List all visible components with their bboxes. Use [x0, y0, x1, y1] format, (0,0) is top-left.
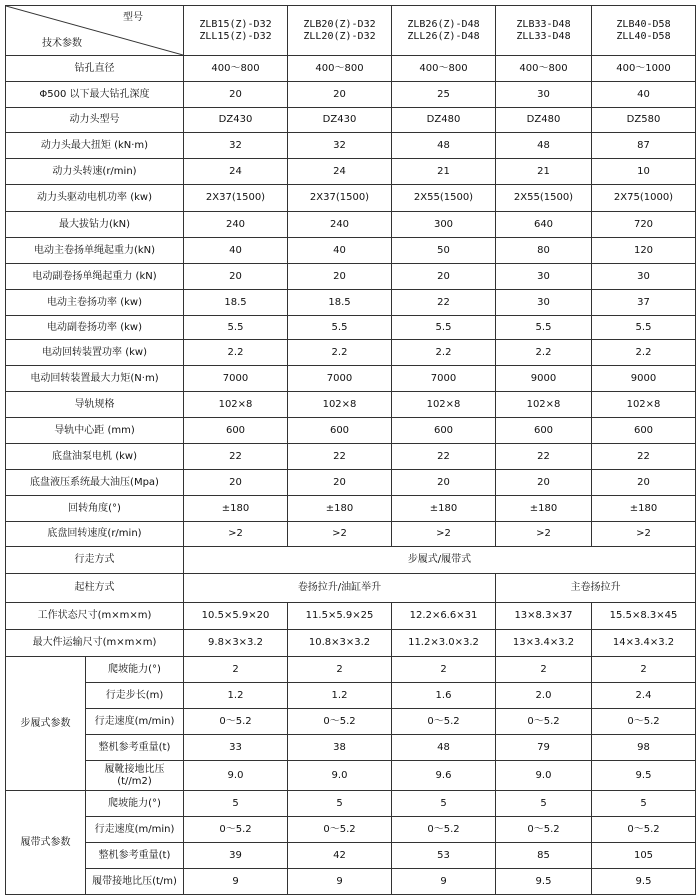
param-value: ±180	[184, 496, 288, 522]
group-param-value: 0～5.2	[184, 817, 288, 843]
param-row	[6, 522, 696, 547]
param-value: 5.5	[592, 316, 696, 340]
param-label: 动力头转速(r/min)	[6, 159, 184, 185]
param-value: 22	[392, 290, 496, 316]
param-value: 102×8	[184, 392, 288, 418]
param-value: >2	[184, 522, 288, 547]
group-param-value: 9.5	[496, 869, 592, 895]
dimension-value: 14×3.4×3.2	[592, 630, 696, 657]
param-value: ±180	[496, 496, 592, 522]
group-param-label: 爬坡能力(°)	[86, 657, 184, 683]
group-param-value: 5	[392, 791, 496, 817]
group-param-value: 85	[496, 843, 592, 869]
travel-mode-value: 步履式/履带式	[184, 547, 696, 574]
lifting-mode-value: 主卷扬拉升	[496, 574, 696, 603]
dimension-value: 12.2×6.6×31	[392, 603, 496, 630]
param-value: 22	[592, 444, 696, 470]
param-value: 240	[288, 212, 392, 238]
model-header-cell	[184, 6, 288, 56]
dimension-row	[6, 630, 696, 657]
param-value: DZ430	[288, 108, 392, 133]
param-value: >2	[496, 522, 592, 547]
group-row	[6, 761, 696, 791]
param-label: Φ500 以下最大钻孔深度	[6, 82, 184, 108]
group-param-label: 行走步长(m)	[86, 683, 184, 709]
param-value: 20	[392, 470, 496, 496]
param-value: 2X37(1500)	[184, 185, 288, 212]
param-value: ±180	[592, 496, 696, 522]
dimension-value: 11.5×5.9×25	[288, 603, 392, 630]
group-param-value: 38	[288, 735, 392, 761]
group-param-value: 39	[184, 843, 288, 869]
lifting-mode-label: 起柱方式	[6, 574, 184, 603]
param-value: 24	[288, 159, 392, 185]
group-param-label: 行走速度(m/min)	[86, 817, 184, 843]
param-value: 102×8	[496, 392, 592, 418]
group-param-value: 2	[592, 657, 696, 683]
param-value: 640	[496, 212, 592, 238]
param-value: 5.5	[392, 316, 496, 340]
param-value: 21	[392, 159, 496, 185]
model-name: ZLL15(Z)-D32	[199, 30, 272, 42]
param-value: 20	[392, 264, 496, 290]
param-value: 30	[496, 264, 592, 290]
param-row	[6, 340, 696, 366]
group-param-value: 0～5.2	[288, 709, 392, 735]
param-value: 5.5	[288, 316, 392, 340]
param-value: 400～800	[496, 56, 592, 82]
param-value: 20	[496, 470, 592, 496]
param-value: 400～800	[184, 56, 288, 82]
param-value: DZ480	[392, 108, 496, 133]
param-value: >2	[592, 522, 696, 547]
param-value: 21	[496, 159, 592, 185]
param-value: 7000	[184, 366, 288, 392]
group-label: 履带式参数	[6, 791, 86, 895]
param-row	[6, 238, 696, 264]
param-row	[6, 290, 696, 316]
diagonal-divider	[6, 6, 183, 55]
param-value: 50	[392, 238, 496, 264]
param-value: 30	[592, 264, 696, 290]
model-header-cell	[592, 6, 696, 56]
group-param-value: 2	[392, 657, 496, 683]
dimension-value: 15.5×8.3×45	[592, 603, 696, 630]
param-label: 钻孔直径	[6, 56, 184, 82]
param-row	[6, 212, 696, 238]
param-value: 9000	[496, 366, 592, 392]
group-param-value: 2	[496, 657, 592, 683]
param-value: 400～800	[392, 56, 496, 82]
model-name: ZLB15(Z)-D32	[199, 19, 272, 30]
param-row	[6, 444, 696, 470]
param-value: 600	[496, 418, 592, 444]
param-value: 720	[592, 212, 696, 238]
group-param-value: 2.0	[496, 683, 592, 709]
param-row	[6, 185, 696, 212]
param-value: ±180	[288, 496, 392, 522]
param-row	[6, 159, 696, 185]
param-row	[6, 56, 696, 82]
group-row	[6, 817, 696, 843]
group-param-label: 行走速度(m/min)	[86, 709, 184, 735]
param-value: 600	[288, 418, 392, 444]
param-value: 22	[496, 444, 592, 470]
model-name: ZLL26(Z)-D48	[407, 30, 480, 42]
group-param-label: 整机参考重量(t)	[86, 735, 184, 761]
lifting-mode-row	[6, 574, 696, 603]
param-value: 32	[184, 133, 288, 159]
param-label: 电动主卷扬单绳起重力(kN)	[6, 238, 184, 264]
param-value: 2.2	[392, 340, 496, 366]
param-value: 102×8	[392, 392, 496, 418]
param-row	[6, 392, 696, 418]
param-value: 18.5	[288, 290, 392, 316]
group-param-value: 0～5.2	[496, 709, 592, 735]
param-value: DZ480	[496, 108, 592, 133]
param-value: 48	[392, 133, 496, 159]
param-value: 20	[288, 264, 392, 290]
param-value: 2.2	[288, 340, 392, 366]
param-row	[6, 366, 696, 392]
model-name: ZLB40-D58	[616, 19, 671, 30]
param-value: 22	[288, 444, 392, 470]
group-param-value: 48	[392, 735, 496, 761]
dimension-value: 13×8.3×37	[496, 603, 592, 630]
param-value: 10	[592, 159, 696, 185]
param-value: 102×8	[592, 392, 696, 418]
param-value: 240	[184, 212, 288, 238]
param-value: 300	[392, 212, 496, 238]
dimension-value: 9.8×3×3.2	[184, 630, 288, 657]
dimension-row	[6, 603, 696, 630]
param-value: 400～1000	[592, 56, 696, 82]
param-value: 400～800	[288, 56, 392, 82]
model-name: ZLB33-D48	[516, 19, 571, 30]
group-param-value: 0～5.2	[496, 817, 592, 843]
group-row	[6, 735, 696, 761]
param-value: 20	[184, 82, 288, 108]
param-label: 电动副卷扬功率 (kw)	[6, 316, 184, 340]
param-value: 40	[184, 238, 288, 264]
param-value: >2	[392, 522, 496, 547]
group-label: 步履式参数	[6, 657, 86, 791]
param-label: 动力头最大扭矩 (kN·m)	[6, 133, 184, 159]
param-label: 导轨规格	[6, 392, 184, 418]
param-row	[6, 82, 696, 108]
group-param-value: 1.2	[184, 683, 288, 709]
param-value: 600	[184, 418, 288, 444]
spec-table	[5, 5, 696, 895]
group-param-value: 9	[184, 869, 288, 895]
group-param-value: 0～5.2	[592, 817, 696, 843]
header-corner	[6, 6, 184, 56]
group-param-value: 0～5.2	[392, 709, 496, 735]
param-value: 2.2	[496, 340, 592, 366]
dimension-value: 10.5×5.9×20	[184, 603, 288, 630]
group-param-value: 2.4	[592, 683, 696, 709]
param-value: 22	[392, 444, 496, 470]
group-param-value: 1.6	[392, 683, 496, 709]
group-param-value: 98	[592, 735, 696, 761]
model-header-cell	[392, 6, 496, 56]
param-label: 动力头驱动电机功率 (kw)	[6, 185, 184, 212]
param-value: DZ580	[592, 108, 696, 133]
group-param-value: 5	[288, 791, 392, 817]
param-value: 30	[496, 290, 592, 316]
group-param-value: 9.5	[592, 869, 696, 895]
group-param-value: 9.0	[496, 761, 592, 791]
group-param-value: 33	[184, 735, 288, 761]
group-param-value: 9.5	[592, 761, 696, 791]
param-value: 24	[184, 159, 288, 185]
group-param-value: 53	[392, 843, 496, 869]
param-row	[6, 133, 696, 159]
param-value: >2	[288, 522, 392, 547]
param-value: 7000	[288, 366, 392, 392]
group-row	[6, 709, 696, 735]
model-header-cell	[496, 6, 592, 56]
model-name: ZLL40-D58	[616, 30, 671, 42]
group-param-value: 5	[496, 791, 592, 817]
group-param-value: 42	[288, 843, 392, 869]
param-value: 48	[496, 133, 592, 159]
param-value: 20	[592, 470, 696, 496]
group-param-value: 5	[592, 791, 696, 817]
lifting-mode-value: 卷扬拉升/油缸举升	[184, 574, 496, 603]
param-value: 20	[184, 264, 288, 290]
param-label: 底盘回转速度(r/min)	[6, 522, 184, 547]
param-value: 7000	[392, 366, 496, 392]
model-name: ZLL33-D48	[516, 30, 571, 42]
group-param-value: 9	[392, 869, 496, 895]
param-row	[6, 108, 696, 133]
param-value: 5.5	[496, 316, 592, 340]
param-value: 18.5	[184, 290, 288, 316]
param-row	[6, 264, 696, 290]
param-row	[6, 496, 696, 522]
model-name: ZLB20(Z)-D32	[303, 19, 376, 30]
param-row	[6, 418, 696, 444]
param-value: 9000	[592, 366, 696, 392]
dimension-label: 工作状态尺寸(m×m×m)	[6, 603, 184, 630]
param-value: 2.2	[592, 340, 696, 366]
param-value: 40	[288, 238, 392, 264]
param-value: 25	[392, 82, 496, 108]
group-param-value: 0～5.2	[592, 709, 696, 735]
group-param-value: 1.2	[288, 683, 392, 709]
param-value: 40	[592, 82, 696, 108]
group-param-value: 105	[592, 843, 696, 869]
param-label: 电动主卷扬功率 (kw)	[6, 290, 184, 316]
group-param-value: 9.6	[392, 761, 496, 791]
group-param-value: 2	[184, 657, 288, 683]
group-param-label: 整机参考重量(t)	[86, 843, 184, 869]
param-value: ±180	[392, 496, 496, 522]
param-row	[6, 470, 696, 496]
group-row	[6, 843, 696, 869]
param-value: DZ430	[184, 108, 288, 133]
model-name: ZLL20(Z)-D32	[303, 30, 376, 42]
group-param-value: 0～5.2	[392, 817, 496, 843]
param-value: 2X55(1500)	[392, 185, 496, 212]
param-label: 底盘油泵电机 (kw)	[6, 444, 184, 470]
group-row	[6, 657, 696, 683]
spec-table-body	[6, 6, 696, 895]
header-row	[6, 6, 696, 56]
param-value: 80	[496, 238, 592, 264]
param-row	[6, 316, 696, 340]
param-value: 2X37(1500)	[288, 185, 392, 212]
param-value: 2.2	[184, 340, 288, 366]
param-value: 120	[592, 238, 696, 264]
param-value: 600	[392, 418, 496, 444]
param-value: 2X55(1500)	[496, 185, 592, 212]
param-value: 20	[288, 470, 392, 496]
model-name: ZLB26(Z)-D48	[407, 19, 480, 30]
param-value: 32	[288, 133, 392, 159]
param-value: 20	[288, 82, 392, 108]
group-param-label: 履靴接地比压(t//m2)	[86, 761, 184, 791]
dimension-value: 10.8×3×3.2	[288, 630, 392, 657]
corner-model-label: 型号	[123, 12, 143, 23]
group-param-value: 5	[184, 791, 288, 817]
group-param-value: 9	[288, 869, 392, 895]
group-row	[6, 869, 696, 895]
dimension-value: 11.2×3.0×3.2	[392, 630, 496, 657]
param-label: 电动回转装置最大力矩(N·m)	[6, 366, 184, 392]
dimension-value: 13×3.4×3.2	[496, 630, 592, 657]
param-value: 600	[592, 418, 696, 444]
param-value: 87	[592, 133, 696, 159]
group-param-value: 2	[288, 657, 392, 683]
param-value: 20	[184, 470, 288, 496]
param-label: 电动回转装置功率 (kw)	[6, 340, 184, 366]
param-value: 30	[496, 82, 592, 108]
corner-param-label: 技术参数	[42, 37, 82, 49]
model-header-cell	[288, 6, 392, 56]
param-label: 动力头型号	[6, 108, 184, 133]
param-value: 37	[592, 290, 696, 316]
param-label: 电动副卷扬单绳起重力 (kN)	[6, 264, 184, 290]
dimension-label: 最大件运输尺寸(m×m×m)	[6, 630, 184, 657]
group-param-label: 履带接地比压(t/m)	[86, 869, 184, 895]
group-param-label: 爬坡能力(°)	[86, 791, 184, 817]
group-param-value: 0～5.2	[184, 709, 288, 735]
group-param-value: 79	[496, 735, 592, 761]
param-value: 2X75(1000)	[592, 185, 696, 212]
param-label: 回转角度(°)	[6, 496, 184, 522]
param-value: 22	[184, 444, 288, 470]
group-param-value: 9.0	[288, 761, 392, 791]
param-label: 最大拔钻力(kN)	[6, 212, 184, 238]
param-label: 导轨中心距 (mm)	[6, 418, 184, 444]
group-param-value: 0～5.2	[288, 817, 392, 843]
travel-mode-row	[6, 547, 696, 574]
param-value: 102×8	[288, 392, 392, 418]
group-row	[6, 791, 696, 817]
param-value: 5.5	[184, 316, 288, 340]
travel-mode-label: 行走方式	[6, 547, 184, 574]
param-label: 底盘液压系统最大油压(Mpa)	[6, 470, 184, 496]
group-row	[6, 683, 696, 709]
group-param-value: 9.0	[184, 761, 288, 791]
